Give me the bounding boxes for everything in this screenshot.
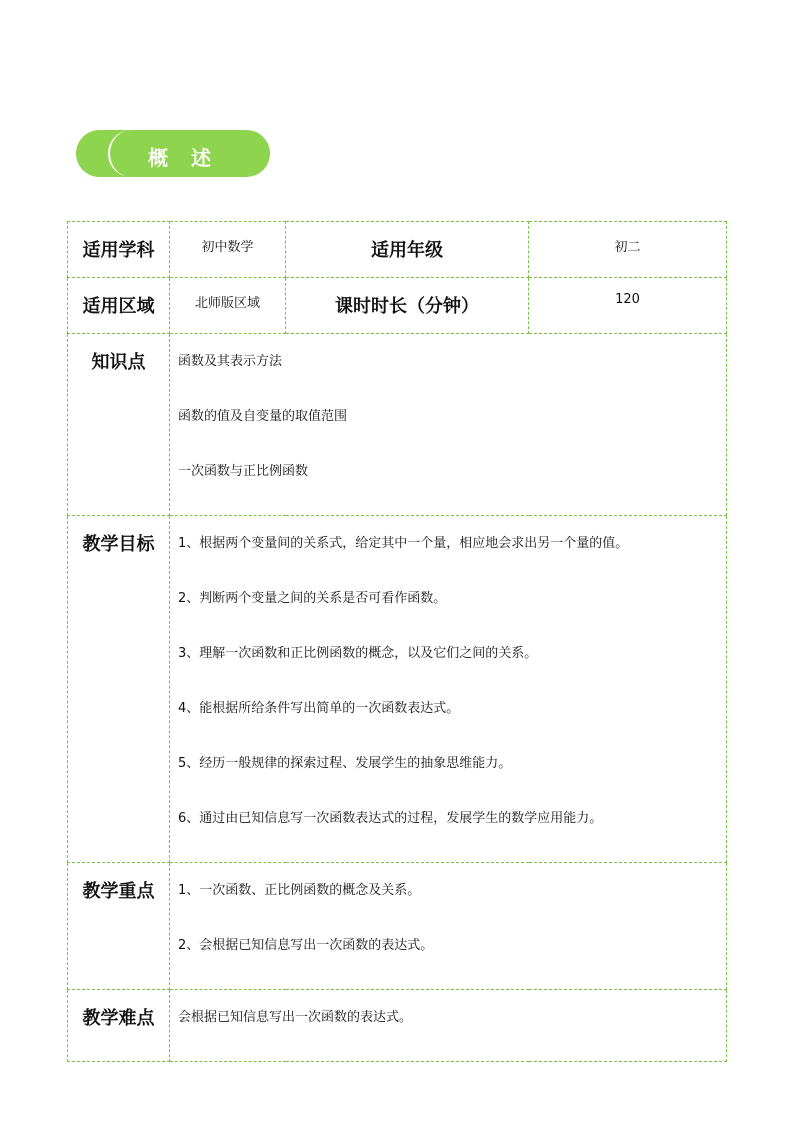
region-label: 适用区域 (68, 278, 170, 334)
list-item: 2、判断两个变量之间的关系是否可看作函数。 (178, 591, 447, 606)
goals-label: 教学目标 (68, 516, 170, 863)
key-points-list (170, 863, 727, 990)
list-item: 会根据已知信息写出一次函数的表达式。 (178, 1010, 413, 1025)
list-item: 一次函数与正比例函数 (178, 464, 309, 479)
list-item: 3、理解一次函数和正比例函数的概念，以及它们之间的关系。 (178, 646, 538, 661)
table-row (68, 278, 727, 334)
subject-label: 适用学科 (68, 222, 170, 278)
table-row (68, 222, 727, 278)
key-points-label: 教学重点 (68, 863, 170, 990)
duration-value: 120 (529, 278, 727, 334)
goals-list (170, 516, 727, 863)
table-row (68, 516, 727, 863)
table-row (68, 334, 727, 516)
list-item: 函数的值及自变量的取值范围 (178, 409, 348, 424)
difficulties-list (170, 990, 727, 1062)
list-item: 1、一次函数、正比例函数的概念及关系。 (178, 883, 421, 898)
table-row (68, 990, 727, 1062)
list-item: 函数及其表示方法 (178, 354, 283, 369)
subject-value: 初中数学 (170, 222, 286, 278)
grade-value: 初二 (529, 222, 727, 278)
lesson-info-table (67, 221, 727, 1062)
list-item: 1、根据两个变量间的关系式，给定其中一个量，相应地会求出另一个量的值。 (178, 536, 629, 551)
table-row (68, 863, 727, 990)
region-value: 北师版区域 (170, 278, 286, 334)
knowledge-label: 知识点 (68, 334, 170, 516)
list-item: 5、经历一般规律的探索过程、发展学生的抽象思维能力。 (178, 756, 512, 771)
list-item: 4、能根据所给条件写出简单的一次函数表达式。 (178, 701, 460, 716)
difficulties-label: 教学难点 (68, 990, 170, 1062)
section-tag-label: 概 述 (148, 146, 219, 170)
tag-decoration (108, 130, 140, 177)
list-item: 6、通过由已知信息写一次函数表达式的过程，发展学生的数学应用能力。 (178, 811, 603, 826)
duration-label: 课时时长（分钟） (286, 278, 529, 334)
grade-label: 适用年级 (286, 222, 529, 278)
knowledge-list (170, 334, 727, 516)
list-item: 2、会根据已知信息写出一次函数的表达式。 (178, 938, 434, 953)
